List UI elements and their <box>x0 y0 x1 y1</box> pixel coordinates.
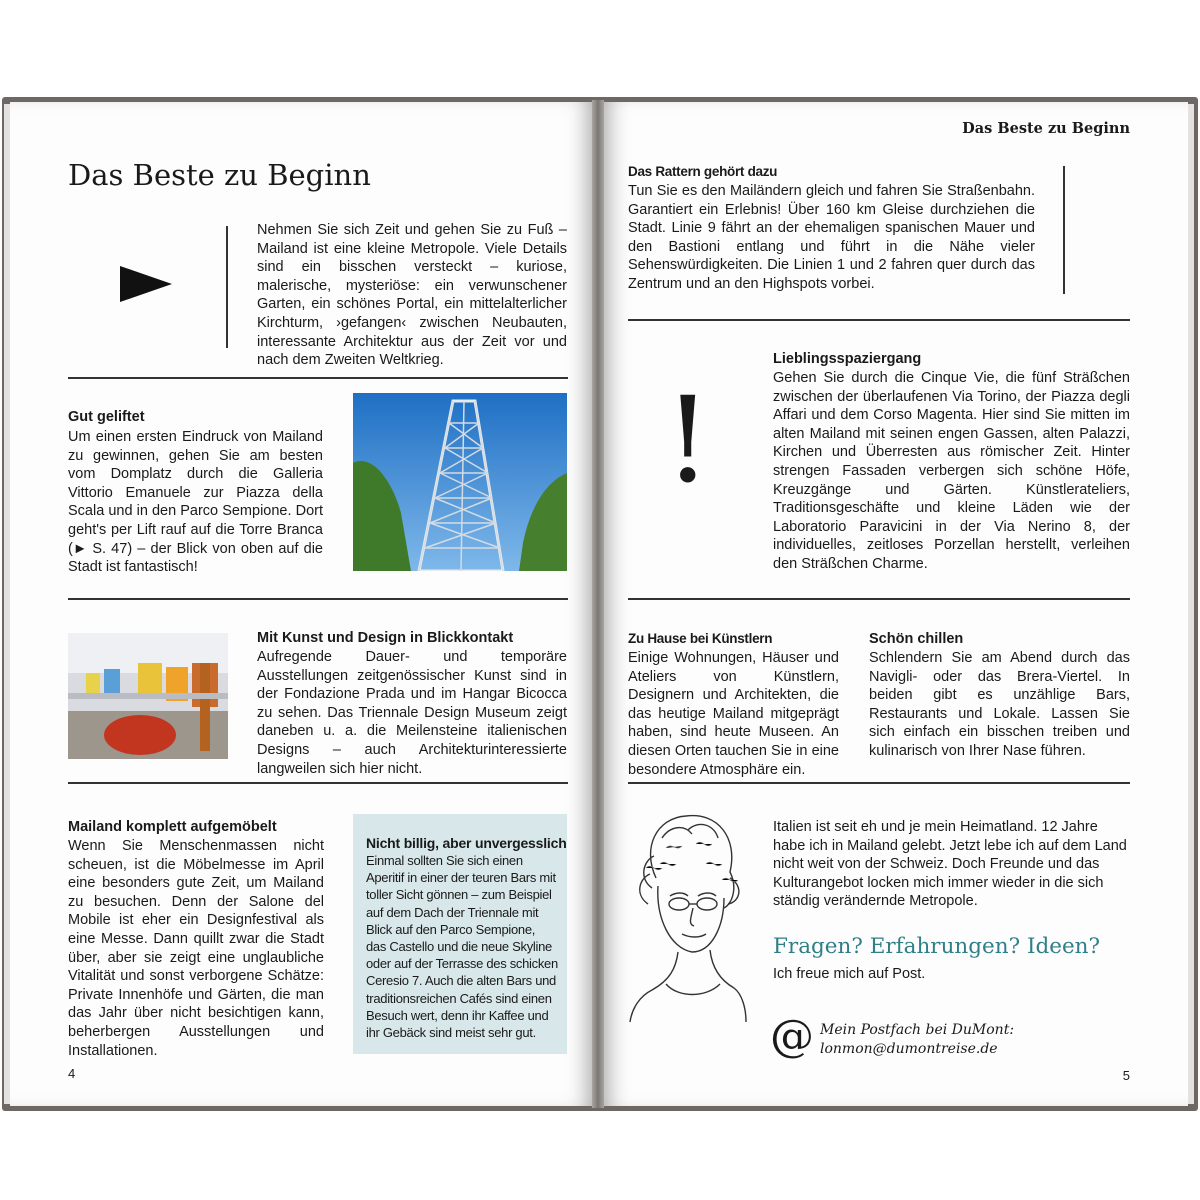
box-text: Aufregende Dauer- und temporäre Ausstellungen zeitgenössischer Kunst sind in der Fondazione Prada und im Hangar Bicocca zu sehen. Das Triennale Design Museum zeigt daneben u. a. die Meilensteine italienischen Designs – auch Architekturinteressierte langweilen sich hier nicht. <box>257 649 567 777</box>
torre-branca-photo <box>353 393 567 571</box>
tip-box <box>353 814 567 1054</box>
box-text: Schlendern Sie am Abend durch das Navigli- oder das Brera-Viertel. In beiden gibt es unzählige Bars, Restaurants und Lokale. Lassen Sie sich einfach ein bisschen treiben und kulinarisch von Ihrer Nase führen. <box>869 650 1130 759</box>
box-text: Tun Sie es den Mailändern gleich und fahren Sie Straßenbahn. Garantiert ein Erlebnis! Über 160 km Gleise durchziehen die Stadt. Linie 9 fährt an der ehemaligen spanischen Mauer und den Bastioni entlang und führt in die Nähe vieler Sehenswürdigkeiten. Die Linien 1 und 2 fahren quer durch das Zentrum und an den Highspots vorbei. <box>628 183 1035 292</box>
box-divider <box>1063 166 1065 294</box>
divider <box>68 598 568 600</box>
box-text: Um einen ersten Eindruck von Mailand zu gewinnen, gehen Sie am besten vom Domplatz durch die Galleria Vittorio Emanuele zur Piazza della Scala und in den Parco Sempione. Dort geht's per Lift rauf auf die Torre Branca (► S. 47) – der Blick von oben auf die Stadt ist fantastisch! <box>68 429 323 576</box>
box-text: Einige Wohnungen, Häuser und Ateliers von Künstlern, Designern und Architekten, die das heutige Mailand mitgeprägt haben, sind heute Museen. An diesen Orten tauchen Sie in eine besondere Atmosphäre ein. <box>628 650 839 778</box>
box-text: Gehen Sie durch die Cinque Vie, die fünf Sträßchen zwischen der überlaufenen Via Torino, der Piazza degli Affari und dem Corso Magenta. Hier sind Sie mitten im alten Mailand mit seinen engen Gassen, alten Palazzi, Kirchen und Überresten aus römischer Zeit. Hinter strengen Fassaden verbergen sich schöne Höfe, Kreuzgänge und Gärten. Künstlerateliers, Traditionsgeschäfte und kleine Läden wie der Laboratorio Paravicini in der Via Nerino 8, der individuelles, zeitloses Porzellan herstellt, verleihen den Sträßchen Charme. <box>773 370 1130 572</box>
mail-address[interactable]: lonmon@dumontreise.de <box>820 1041 998 1057</box>
author-text: Italien ist seit eh und je mein Heimatland. 12 Jahre habe ich in Mailand gelebt. Jetzt lebe ich auf dem Land nicht weit von der Schweiz. Doch Freunde und das Kulturangebot locken mich immer wieder in die sich ständig verändernde Metropole. <box>773 819 1127 910</box>
box-title: Mailand komplett aufgemöbelt <box>68 819 277 835</box>
question-heading: Fragen? Erfahrungen? Ideen? <box>773 934 1101 959</box>
box-title: Das Rattern gehört dazu <box>628 164 778 179</box>
author-portrait <box>626 808 748 1024</box>
box-title: Lieblingsspaziergang <box>773 351 922 367</box>
tip-text: Einmal sollten Sie sich einen Aperitif in einer der teuren Bars mit toller Sicht gönnen – zum Beispiel auf dem Dach der Triennale mit Blick auf den Parco Sempione, das Castello und die neue Skyline oder auf der Terrasse des schicken Ceresio 7. Auch die alten Bars und traditionsreichen Cafés sind einen Besuch wert, denn ihr Kaffee und ihr Gebäck sind meist sehr gut. <box>366 853 558 1041</box>
arrow-right-icon <box>118 264 174 304</box>
page-number: 5 <box>1122 1068 1130 1083</box>
divider <box>68 782 568 784</box>
intro-divider <box>226 226 228 348</box>
divider <box>628 782 1130 784</box>
design-museum-photo <box>68 633 228 759</box>
at-sign-icon: @ <box>770 1011 814 1062</box>
box-title: Gut geliftet <box>68 409 145 425</box>
page-number: 4 <box>68 1066 76 1081</box>
divider <box>68 377 568 379</box>
exclamation-icon: ! <box>664 371 712 509</box>
running-head: Das Beste zu Beginn <box>962 120 1130 137</box>
divider <box>628 598 1130 600</box>
box-title: Mit Kunst und Design in Blickkontakt <box>257 630 514 646</box>
mail-label: Mein Postfach bei DuMont: <box>820 1022 1015 1038</box>
box-title: Zu Hause bei Künstlern <box>628 631 773 646</box>
post-text: Ich freue mich auf Post. <box>773 966 926 982</box>
book-gutter <box>592 100 604 1108</box>
left-page <box>10 102 594 1106</box>
page-title: Das Beste zu Beginn <box>68 158 371 192</box>
box-title: Schön chillen <box>869 631 964 647</box>
box-text: Wenn Sie Menschenmassen nicht scheuen, ist die Möbelmesse im April eine besonders gute Zeit, um Mailand zu besuchen. Denn der Salone del Mobile ist eher ein Designfestival als eine Messe. Dann quillt zwar die Stadt über, aber sie zeigt eine unglaubliche Vitalität und sonst verborgene Schätze: Private Innenhöfe und Gärten, die man das Jahr über nicht besichtigen kann, beherbergen Ausstellungen und Installationen. <box>68 838 324 1059</box>
intro-text: Nehmen Sie sich Zeit und gehen Sie zu Fuß – Mailand ist eine kleine Metropole. Viele Details sind ein bisschen versteckt – kuriose, malerische, mysteriöse: ein verwunschener Garten, ein schönes Portal, ein mittelalterlicher Kirchturm, ›gefangen‹ zwischen Neubauten, interessante Architektur aus der Zeit vor und nach dem Zweiten Weltkrieg. <box>257 222 567 369</box>
tip-title: Nicht billig, aber unvergesslich <box>366 835 567 851</box>
divider <box>628 319 1130 321</box>
right-page <box>602 102 1188 1106</box>
